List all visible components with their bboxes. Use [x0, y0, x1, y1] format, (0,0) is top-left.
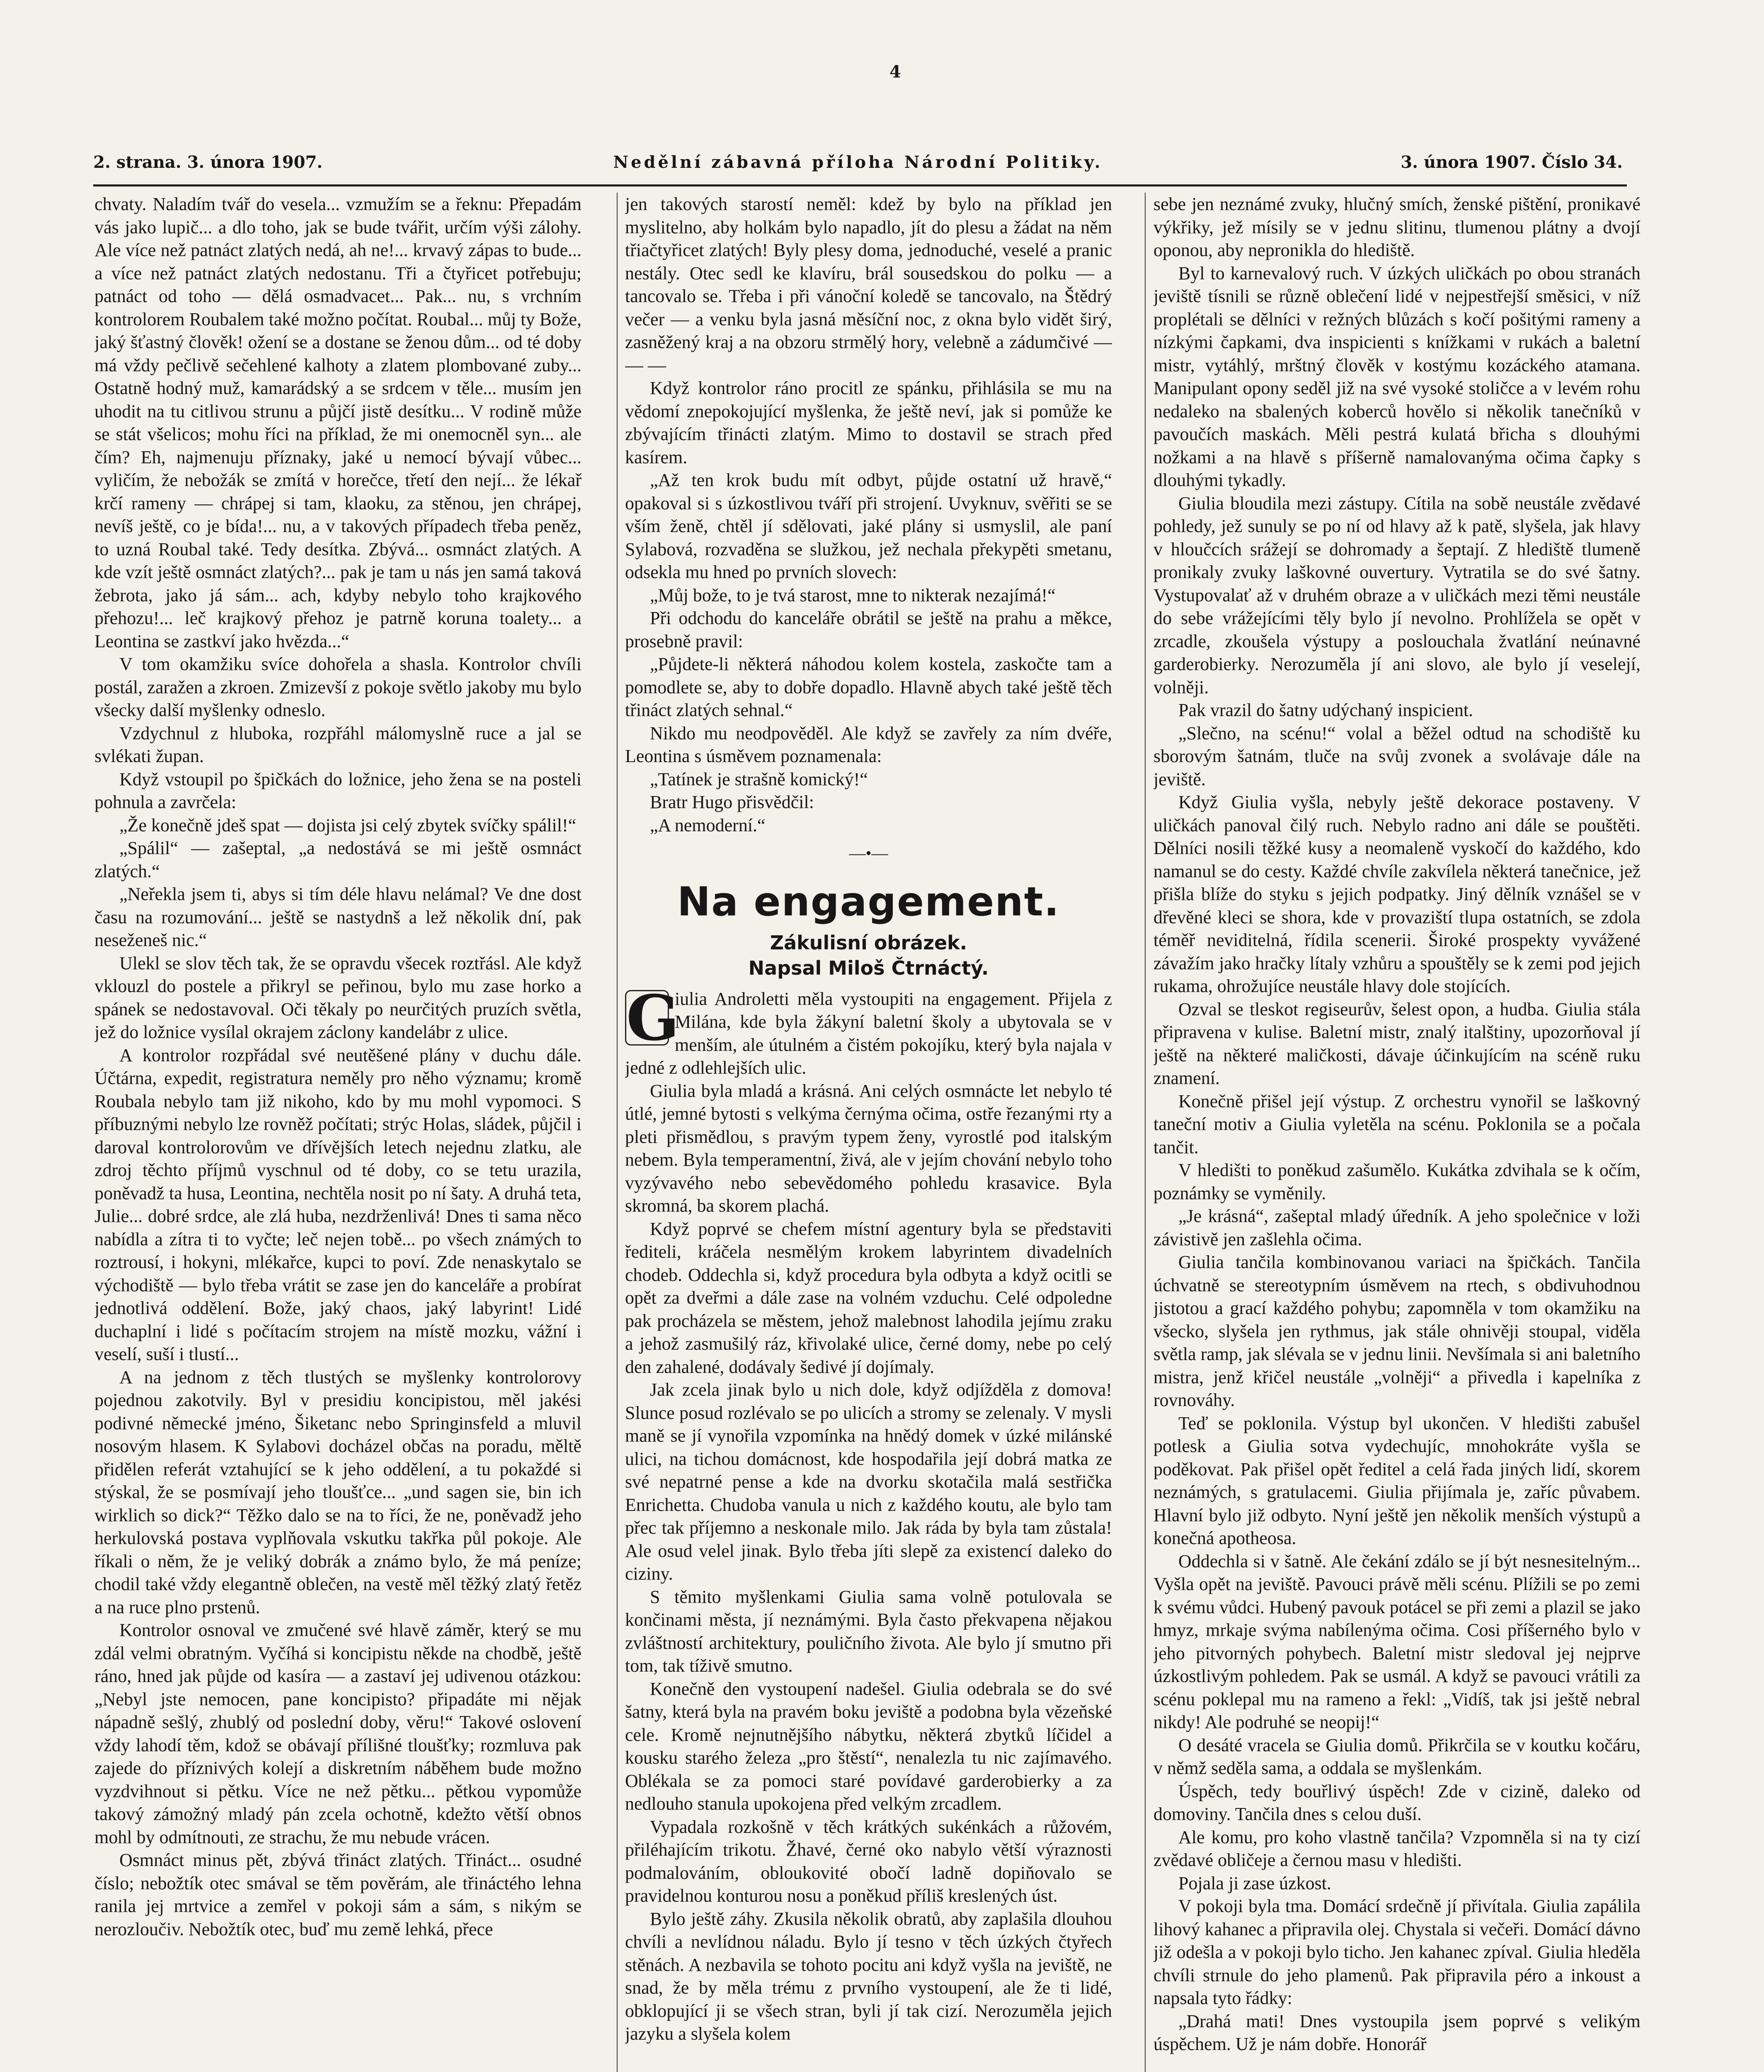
- page-header: [93, 152, 1623, 177]
- paragraph: Konečně den vystoupení nadešel. Giulia odebrala se do své šatny, která byla na pravém boku jeviště a podobna byla vězeňské cele. Kromě nejnutnějšího nábytku, některá zbytků líčidel a kousku starého železa „pro štěstí“, nenalezla tu nic zajímavého. Oblékala se za pomoci staré povídavé garderobierky a za nedlouho stanula upokojena před velkým zrcadlem.: [625, 1678, 1112, 1814]
- paragraph: Kontrolor osnoval ve zmučené své hlavě záměr, který se mu zdál velmi obratným. Vyčíhá si koncipistu někde na chodbě, ještě ráno, hned jak půjde od kasíra — a zastaví jej udivenou otázkou: „Nebyl jste nemocen, pane koncipisto? připadáte mi nějak nápadně sešlý, zhublý od poslední doby, věru!“ Takové oslovení vždy lahodí těm, kdož se obávají přílišné tloušťky; rozmluva pak zajede do příznivých kolejí a diskretním náběhem bude možno vyzdvihnout si pětku. Více ne než pětku... pětkou vypomůže takový zámožný mladý pán zcela ochotně, kdežto větší obnos mohl by odmítnouti, ze strachu, že mu nebude vrácen.: [94, 1620, 582, 1847]
- paragraph: Ulekl se slov těch tak, že se opravdu všecek roztřásl. Ale když vklouzl do postele a přikryl se peřinou, bylo mu zase horko a spánek se nedostavoval. Oči těkaly po neurčitých pruzích světla, jež do ložnice vysílal okrajem záclony kandelábr z ulice.: [94, 953, 582, 1042]
- column-divider: [617, 193, 618, 2072]
- header-publication-title: Nedělní zábavná příloha Národní Politiky.: [613, 152, 1103, 172]
- paragraph: Když kontrolor ráno procitl ze spánku, přihlásila se mu na vědomí znepokojující myšlenka, že ještě neví, jak si pomůže ke zbývajícím třinácti zlatým. Mimo to dostavil se strach před kasírem.: [625, 378, 1112, 467]
- paragraph: Bylo ještě záhy. Zkusila několik obratů, aby zaplašila dlouhou chvíli a nevlídnou náladu. Bylo jí tesno v těch úzkých čtyřech stěnách. A nezbavila se tohoto pocitu ani když vyšla na jeviště, ne snad, že by měla trému z prvního vystoupení, ale že ti lidé, obklopující ji se všech stran, byli jí tak cizí. Nerozuměla jejich jazyku a slyšela kolem: [625, 1908, 1112, 2044]
- paragraph: „A nemoderní.“: [650, 815, 766, 835]
- paragraph: Jak zcela jinak bylo u nich dole, když odjížděla z domova! Slunce posud rozlévalo se po ulicích a stromy se zelenaly. V mysli maně se jí vynořila vzpomínka na hnědý domek v úzké milánské ulici, na tichou domácnost, kde hospodařila její dobrá matka ze své nepatrné pense a kde na dvorku skotačila malá sestřička Enrichetta. Chudoba vanula u nich z každého koutu, ale bylo tam přec tak příjemno a neskonale milo. Jak ráda by byla tam zůstala! Ale osud velel jinak. Bylo třeba jíti slepě za existencí daleko do ciziny.: [625, 1380, 1112, 1584]
- paragraph: V pokoji byla tma. Domácí srdečně jí přivítala. Giulia zapálila lihový kahanec a připravila olej. Chystala si večeři. Domácí dávno již odešla a v pokoji bylo ticho. Jen kahanec zpíval. Giulia hleděla chvíli strnule do jeho plamenů. Pak připravila péro a inkoust a napsala tyto řádky:: [1153, 1896, 1640, 2008]
- paragraph: Vypadala rozkošně v těch krátkých sukénkách a růžovém, přiléhajícím trikotu. Žhavé, černé oko nabylo větší výraznosti podmalováním, obloukovité obočí ladně dopiňovalo se pravidelnou konturou nosu a poněkud příliš kreslených úst.: [625, 1816, 1112, 1906]
- paragraph: A na jednom z těch tlustých se myšlenky kontrolorovy pojednou zakotvily. Byl v presidiu koncipistou, měl jakési podivné německé jméno, Šiketanc nebo Springinsfeld a mluvil nosovým hlasem. K Sylabovi docházel občas na poradu, měltě přidělen referát vztahující se k jeho oddělení, a tu pokaždé si stýskal, že se posmívají jeho tloušťce... „und sagen sie, bin ich wirklich so dick?“ Těžko dalo se na to říci, že ne, poněvadž jeho herkulovská postava vyplňovala vskutku takřka půl pokoje. Ale říkali o něm, že je veliký dobrák a známo bylo, že má peníze; chodil také vždy elegantně oblečen, na vestě měl těžký zlatý řetěz a na ruce plno prstenů.: [94, 1367, 582, 1617]
- paragraph: O desáté vracela se Giulia domů. Přikrčila se v koutku kočáru, v němž seděla sama, a oddala se myšlenkám.: [1153, 1735, 1640, 1778]
- column-3: [1153, 193, 1640, 2072]
- paragraph: „Půjdete-li některá náhodou kolem kostela, zaskočte tam a pomodlete se, aby to dobře dopadlo. Hlavně abych také ještě těch třináct zlatých sehnal.“: [625, 654, 1112, 720]
- opening-paragraph: [625, 981, 1112, 1080]
- paragraph: Konečně přišel její výstup. Z orchestru vynořil se laškovný taneční motiv a Giulia vyletěla na scénu. Poklonila se a počala tančit.: [1153, 1091, 1640, 1157]
- paragraph: „Můj bože, to je tvá starost, mne to nikterak nezajímá!“: [650, 585, 1056, 605]
- drop-cap-letter: G: [625, 990, 669, 1046]
- article-subtitle: Zákulisní obrázek.: [770, 931, 967, 954]
- paragraph: „Tatínek je strašně komický!“: [650, 769, 868, 789]
- header-issue-right: 3. února 1907. Číslo 34.: [1401, 152, 1623, 172]
- paragraph: Giulia byla mladá a krásná. Ani celých osmnácte let nebylo té útlé, jemné bytosti s velkýma černýma očima, ostře řezanými rty a pleti přismědlou, s pravým typem ženy, vyrostlé pod italským nebem. Byla temperamentní, živá, ale v jejím chování nebylo toho vyzývavého nebo sebevědomého pohledu krasavice. Byla skromná, ba skorem plachá.: [625, 1080, 1112, 1216]
- paragraph: Ale komu, pro koho vlastně tančila? Vzpomněla si na ty cizí zvědavé obličeje a černou masu v hledišti.: [1153, 1827, 1640, 1870]
- paragraph: Nikdo mu neodpověděl. Ale když se zavřely za ním dvéře, Leontina s úsměvem poznamenala:: [625, 723, 1112, 766]
- column-divider: [1145, 193, 1146, 2072]
- paragraph: V hledišti to poněkud zašumělo. Kukátka zdvihala se k očím, poznámky se vyměnily.: [1153, 1160, 1640, 1203]
- paragraph: „Slečno, na scénu!“ volal a běžel odtud na schodiště ku sborovým šatnám, tluče na svůj zvonek a svolávaje dále na jeviště.: [1153, 723, 1640, 789]
- paragraph: V tom okamžiku svíce dohořela a shasla. Kontrolor chvíli postál, zaražen a zkroen. Zmizevší z pokoje světlo jakoby mu bylo všecky další myšlenky odneslo.: [94, 654, 582, 720]
- header-rule: [93, 184, 1627, 186]
- paragraph: iulia Androletti měla vystoupiti na engagement. Přijela z Milána, kde byla žákyní baletní školy a ubytovala se v menším, ale útulném a čistém pokojíku, který byla najala v jedné z odlehlejších ulic.: [625, 988, 1112, 1078]
- column-1: [94, 193, 582, 2072]
- paragraph: Vzdychnul z hluboka, rozpřáhl málomyslně ruce a jal se svlékati župan.: [94, 723, 582, 766]
- story-end-mark: —•—: [849, 844, 888, 862]
- article-byline: Napsal Miloš Čtrnáctý.: [748, 956, 989, 979]
- paragraph: „Drahá mati! Dnes vystoupila jsem poprvé s velikým úspěchem. Už je nám dobře. Honorář: [1153, 2011, 1640, 2054]
- paragraph: chvaty. Naladím tvář do vesela... vzmužím se a řeknu: Přepadám vás jako lupič... a dlo toho, jak se bude tvářit, určím výši zálohy. Ale více než patnáct zlatých nedá, ah ne!... krvavý zápas to bude... a více než patnáct zlatých nedostanu. Tři a čtyřicet potřebuju; patnáct od toho — dělá osmadvacet... Pak... nu, s vrchním kontrolorem Roubalem také možno počítat. Roubal... můj ty Bože, jaký šťastný člověk! ožení se a dostane se ženou dům... od té doby má vždy pečlivě sečehlené kalhoty a zlatem plombované zuby... Ostatně hodný muž, kamarádský a se srdcem v těle... musím jen uhodit na tu citlivou strunu a půjčí jistě desítku... V rodině může se stát všelicos; mohu říci na příklad, že mi onemocněl syn... ale čím? Eh, najmenuju příznaky, jaké u nemocí bývají vůbec... vyličím, že nebožák se zmítá v horečce, třetí den nejí... že lékař krčí rameny — chrápej si tam, klaoku, za stěnou, jen chrápej, nevíš ještě, co je bída!... nu, a v takových případech třeba peněz, to uzná Roubal také. Tedy desítka. Zbývá... osmnáct zlatých. A kde vzít ještě osmnáct zlatých?... pak je tam u nás jen samá taková žebrota, jako já sám... ach, kdyby nebylo toho krajkového přehozu!... leč krajkový přehoz je patrně koruna toalety... a Leontina se zastkví jako hvězda...“: [94, 194, 582, 651]
- paragraph: Když poprvé se chefem místní agentury byla se představiti řediteli, kráčela nesmělým krokem labyrintem divadelních chodeb. Oddechla si, když procedura byla odbyta a když ocitli se opět za dveřmi a dále zase na volném vzduchu. Celé odpoledne pak procházela se městem, jehož malebnost lahodila jejímu zraku a jehož zasmušilý ráz, křivolaké ulice, černé domy, nebe po celý den zahalené, dodávaly šedivé jí dojímaly.: [625, 1218, 1112, 1377]
- paragraph: „Až ten krok budu mít odbyt, půjde ostatní už hravě,“ opakoval si s úzkostlivou tváří při strojení. Uvyknuv, svěřiti se se vším ženě, chtěl jí sdělovati, jaké plány si usmyslil, ale paní Sylabová, rozvaděna se služkou, jež nechala překypěti smetanu, odsekla mu hned po prvních slovech:: [625, 470, 1112, 582]
- paragraph: Giulia tančila kombinovanou variaci na špičkách. Tančila úchvatně se stereotypním úsměvem na rtech, s obdivuhodnou jistotou a grací každého pohybu; zapomněla v tom okamžiku na všecko, slyšela jen rythmus, jak stále ohnivěji stoupal, viděla světla ramp, jak slévala se v jednu linii. Nevšímala si ani baletního mistra, jenž křičel neustále „volněji“ a přivedla i kapelníka z rovnováhy.: [1153, 1252, 1640, 1410]
- paragraph: Giulia bloudila mezi zástupy. Cítila na sobě neustále zvědavé pohledy, jež sunuly se po ní od hlavy až k patě, slyšela, jak hlavy v hloučcích srážejí se dohromady a šeptají. Z hlediště tlumeně pronikaly zvuky laškovné ouvertury. Vytratila se do své šatny. Vystupovalať až v druhém obraze a v uličkách mezi těmi neustále do sebe vrážejícími těly bylo jí nevolno. Prohlížela se opět v zrcadle, zkoušela výstupy a poslouchala žvatlání neúnavné garderobierky. Nerozuměla jí ani slovo, ale bylo jí veselejí, volněji.: [1153, 493, 1640, 697]
- paragraph: Osmnáct minus pět, zbývá třináct zlatých. Třináct... osudné číslo; nebožtík otec smával se těm pověrám, ale třináctého lehna ranila jej mrtvice a zemřel v pokoji sám a sám, s nikým se nerozloučiv. Nebožtík otec, buď mu země lehká, přece: [94, 1850, 582, 1939]
- paragraph: „Že konečně jdeš spat — dojista jsi celý zbytek svíčky spálil!“: [119, 815, 577, 835]
- article-title: Na engagement.: [677, 878, 1060, 925]
- column-2: [625, 193, 1112, 2072]
- header-date-left: 2. strana. 3. února 1907.: [93, 152, 323, 172]
- paragraph: Byl to karnevalový ruch. V úzkých uličkách po obou stranách jeviště tísnili se různě oblečení lidé v nejpestřejší směsici, v níž proplétali se dělníci v režných blůzách s kočí pošitými rameny a nízkými čapkami, dva inspicienti s knížkami v rukách a baletní mistr, vytáhlý, mrštný člověk v kostýmu kozáckého atamana. Manipulant opony seděl již na své vysoké stoličce a v levém rohu nedaleko na sbalených koberců hovělo si několik tanečníků v pavoučích maskách. Měli pestrá kulatá břicha s dlouhými nožkami a na hlavě s příšerně namalovanýma očima čapky s dlouhými tykadly.: [1153, 263, 1640, 490]
- paragraph: Oddechla si v šatně. Ale čekání zdálo se jí být nesnesitelným... Vyšla opět na jeviště. Pavouci právě měli scénu. Plížili se po zemi k svému vůdci. Hubený pavouk potácel se při zemi a plazil se jako hmyz, mrkaje svýma nabílenýma očima. Cosi příšerného bylo v jeho pitvorných pohybech. Baletní mistr sledoval jej nejprve úzkostlivým pohledem. Pak se usmál. A když se pavouci vrátili za scénu poklepal mu na rameno a řekl: „Vidíš, tak jsi ještě nebral nikdy! Ale podruhé se neopij!“: [1153, 1551, 1640, 1732]
- paragraph: Teď se poklonila. Výstup byl ukončen. V hledišti zabušel potlesk a Giulia sotva vydechujíc, mnohokráte vyšla se poděkovat. Pak přišel opět ředitel a celá řada jiných lidí, skorem neznámých, s gratulacemi. Giulia přijímala je, zaříc půvabem. Hlavní bylo již odbyto. Nyní ještě jen několik menších výstupů a konečná apotheosa.: [1153, 1413, 1640, 1548]
- paragraph: A kontrolor rozpřádal své neutěšené plány v duchu dále. Účtárna, expedit, registratura neměly pro něho významu; kromě Roubala nebylo tam již nikoho, kdo by mu mohl vypomoci. S příbuznými nebylo lze rovněž počítati; strýc Holas, sládek, půjčil i daroval kontrolorovům ve dřívějších letech nejednu zlatku, ale zdroj těchto příjmů vyschnul od té doby, co se tetu urazila, poněvadž ta husa, Leontina, nechtěla nosit po ní šaty. A druhá teta, Julie... dobré srdce, ale zlá huba, nezdrženlivá! Dnes ti sama něco nabídla a zítra ti to vyčte; leč nejen tobě... po všech známých to roztrousí, i hokyni, mlékařce, kupci to poví. Zde nenaskytalo se východiště — bylo třeba vrátit se zase jen do kanceláře a probírat jednotlivá oddělení. Bože, jaký chaos, jaký labyrint! Lidé duchaplní i lidé s počítacím strojem na místě mozku, vážní i veselí, suší i tlustí...: [94, 1045, 582, 1364]
- paragraph: Když Giulia vyšla, nebyly ještě dekorace postaveny. V uličkách panoval čilý ruch. Nebylo radno ani dále se pouštěti. Dělníci nosili těžké kusy a neomaleně vyskočí do každého, kdo namanul se do cesty. Každé chvíle zakvílela některá tanečnice, jež přišla blíže do styku s jejich podpatky. Jiný dělník vznášel se v dřevěné kleci se shora, kde v provaziští tlupa ostatních, se zdola téměř neviditelná, řídila scenerii. Široké prospekty vyvážené závažím jako hračky lítaly vzhůru a spouštěly se k zemi pod jejich rukama, ohrožujíce neustále hlavy dole stojících.: [1153, 792, 1640, 996]
- paragraph: Bratr Hugo přisvědčil:: [650, 792, 814, 812]
- page-folio: 4: [889, 62, 901, 82]
- paragraph: Při odchodu do kanceláře obrátil se ještě na prahu a měkce, prosebně pravil:: [625, 608, 1112, 651]
- paragraph: Když vstoupil po špičkách do ložnice, jeho žena se na posteli pohnula a zavrčela:: [94, 769, 582, 812]
- paragraph: Úspěch, tedy bouřlivý úspěch! Zde v cizině, daleko od domoviny. Tančila dnes s celou duší.: [1153, 1781, 1640, 1824]
- paragraph: Ozval se tleskot regiseurův, šelest opon, a hudba. Giulia stála připravena v kulise. Baletní mistr, znalý italštiny, upozorňoval jí ještě na některé maličkosti, dávaje účinkujícím na scéně ruku znamení.: [1153, 999, 1640, 1088]
- paragraph: „Neřekla jsem ti, abys si tím déle hlavu nelámal? Ve dne dost času na rozumování... ještě se nastydnš a lež několik dní, pak neseženeš nic.“: [94, 884, 582, 950]
- paragraph: sebe jen neznámé zvuky, hlučný smích, ženské pištění, pronikavé výkřiky, jež mísily se v jednu slitinu, tlumenou plátny a dvojí oponou, aby nepronikla do hlediště.: [1153, 194, 1640, 260]
- paragraph: Pak vrazil do šatny udýchaný inspicient.: [1178, 700, 1473, 720]
- paragraph: „Je krásná“, zašeptal mladý úředník. A jeho společnice v loži závistivě jen zašlehla očima.: [1153, 1206, 1640, 1249]
- paragraph: jen takových starostí neměl: kdež by bylo na příklad jen myslitelno, aby holkám bylo napadlo, jít do plesu a žádat na něm třiačtyřicet zlatých! Byly plesy doma, jednoduché, veselé a pranic nestály. Otec sedl ke klavíru, brál sousedskou do polku — a tancovalo se. Třeba i při vánoční koledě se tancovalo, na Štědrý večer — a venku byla jasná měsíční noc, z okna bylo vidět širý, zasněžený kraj a na obzoru strmělý hory, velebně a zádumčivé — — —: [625, 194, 1112, 375]
- paragraph: S těmito myšlenkami Giulia sama volně potulovala se končinami města, jí neznámými. Byla často překvapena nějakou zvláštností architektury, pouličního života. Ale bylo jí smutno při tom, tak tíživě smutno.: [625, 1586, 1112, 1676]
- paragraph: „Spálil“ — zašeptal, „a nedostává se mi ještě osmnáct zlatých.“: [94, 838, 582, 881]
- paragraph: Pojala ji zase úzkost.: [1178, 1873, 1332, 1893]
